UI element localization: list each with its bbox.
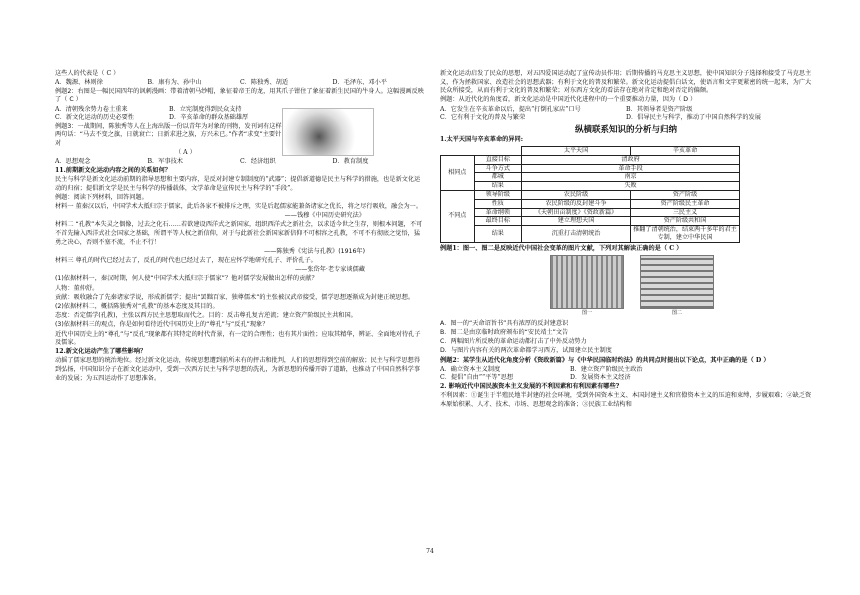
table-cell: 建立理想天国	[522, 217, 631, 226]
table-cell: 清政府	[522, 155, 740, 164]
source: ——陈独秀《宪法与孔教》(1916年)	[263, 247, 365, 255]
comparison-table	[440, 146, 740, 243]
option: A．它发生在辛亥革命以后，提出“打倒孔家店”口号	[440, 105, 581, 113]
row-key: 最终目标	[474, 217, 522, 226]
table-header: 辛亥革命	[631, 146, 740, 155]
right-column	[440, 70, 812, 410]
option: D．发展资本主义经济	[570, 374, 631, 382]
options-row	[440, 106, 812, 123]
table-cell: 三民主义	[631, 208, 740, 217]
table-row	[441, 199, 740, 208]
option: C．陈独秀、胡适	[240, 79, 289, 87]
row-key: 领导阶级	[474, 190, 522, 199]
table-cell: 农民阶级	[522, 190, 631, 199]
options-row	[55, 79, 425, 88]
option: D．毛泽东、邓小平	[332, 79, 387, 87]
paragraph: 新文化运动启发了民众的思想，对五四爱国运动起了宣传动员作用；后期传播的马克思主义思想，使中国知识分子选择和接受了马克思主义，作为拯救国家、改造社会的思想武器；有利于文化的普及和繁荣。新文化运动提倡白话文，使语言和文字更紧密的统一起来，为广大民众所接受，从而有利于文化的普及和繁荣；对东西方文化的看法存在绝对肯定和绝对否定的偏颇。	[440, 70, 812, 95]
option: C．新文化运动的历史必要性	[55, 114, 134, 122]
options-row	[55, 106, 283, 123]
option: B．图二是由京临时政府颁布的“安民靖土”文告	[440, 329, 569, 337]
question-heading: 12.新文化运动产生了哪些影响？	[55, 348, 147, 356]
answer: 近代中国历史上的“尊孔”与“反孔”现象都有其特定的时代背景，有一定的合理性；也有其片面性；应取其精华，辨证、全面地对待孔子及儒家。	[55, 330, 421, 347]
row-group-label: 不同点	[441, 190, 475, 242]
options-row	[55, 158, 425, 167]
option: B．立宪制度得到民众支持	[169, 105, 242, 113]
table-row	[441, 226, 740, 243]
option: C．两幅图片所反映的革命运动都打击了中外反动势力	[440, 338, 587, 346]
example: 例题：从近代化的角度看，新文化运动是中国近代化进程中的一个重要推动力量，因为（ D ）	[440, 96, 697, 104]
table-row	[441, 182, 740, 191]
example: 例题2：某学生从近代化角度分析《资政新篇》与《中华民国临时约法》的共同点时提出以下论点，其中正确的是（ D ）	[440, 356, 770, 364]
option: D．教育制度	[332, 158, 369, 166]
table-cell: 革命手段	[522, 164, 740, 173]
table-cell: 沉重打击清朝统治	[522, 226, 631, 243]
row-key: 结果	[474, 226, 522, 243]
table-row	[441, 173, 740, 182]
row-key: 结果	[474, 182, 522, 191]
source: ——钱穆《中国历史研究法》	[284, 212, 365, 220]
table-row	[441, 155, 740, 164]
row-key: 斗争方式	[474, 164, 522, 173]
paragraph: 民主与科学是新文化运动前期的指导思想和主要内容，是反对封建专制制度的“武器”；提倡新道德是民主与科学的措施，也是新文化运动的归宿；提倡新文学是民主与科学的传播载体，文学革命是宣传民主与科学的“手段”。	[55, 176, 421, 192]
page-number: 74	[426, 548, 434, 555]
table-row	[441, 164, 740, 173]
option: D．倡导民主与科学，推动了中国自然科学的发展	[626, 114, 761, 122]
row-key: 革命纲领	[474, 208, 522, 217]
option: D．与图片内容有关的两次革命都学习西方，试图建立民主制度	[440, 347, 612, 355]
section-title: 纵横联系知识的分析与归纳	[574, 124, 677, 135]
text-line: 这些人的代表是（ C ）	[55, 70, 120, 77]
paragraph: 动摇了儒家思想的统治地位。经过新文化运动，传统思想遭到前所未有的抨击和批判，人们的思想得到空前的解放；民主与科学思想得到弘扬，中国知识分子在新文化运动中，受到一次西方民主与科学思想的洗礼，为新思想的传播开辟了道路，也推动了中国自然科学事业的发展；为五四运动作了思想准备。	[55, 357, 421, 382]
table-header: 太平天国	[522, 146, 631, 155]
option: A．魏源、林则徐	[55, 79, 103, 87]
document-photo-1	[550, 255, 624, 309]
source: ——张岱年·老专家谈儒藏	[294, 266, 365, 274]
table-cell: 资产阶级民主革命	[631, 199, 740, 208]
paragraph: 不利因素：①诞生于半殖民地半封建的社会环境，受到外国资本主义、本国封建主义和官僚资本主义的压迫和束缚，步履艰难；②缺乏资本原始积累、人才、技术、市场、思想观念的准备；③民族工业结构和	[440, 392, 812, 408]
row-key: 直接目标	[474, 155, 522, 164]
question-heading: 11.前期新文化运动内容之间的关系如何？	[55, 166, 171, 174]
option: B．康有为、孙中山	[147, 79, 202, 87]
answer: 贡献：吸收融合了先秦诸家学说，形成新儒学；提出“罢黜百家、独尊儒术”的主张被汉武帝接受，儒学思想逐渐成为封建正统思想。	[55, 293, 415, 301]
option: B．其领导者是资产阶级	[626, 105, 693, 113]
row-group-label: 相同点	[441, 155, 475, 190]
option: D．辛亥革命的群众基础雄厚	[169, 114, 249, 122]
answer: （ A ）	[175, 149, 196, 157]
material-3: 材料三 尊孔的时代已经过去了，反孔的时代也已经过去了，现在应怀学地研究孔子、评价孔子。	[55, 257, 317, 264]
figure-1	[550, 255, 624, 318]
document-photo-2	[640, 255, 714, 309]
option: B．建立资产阶级民主政治	[570, 365, 643, 373]
row-key: 性质	[474, 199, 522, 208]
answer: 人物：董仲舒。	[55, 284, 99, 292]
option: A．图一的“天命诏旨书”具有浓厚的反封建意识	[440, 319, 569, 327]
question: (2)依据材料二，概括陈独秀对“孔教”的基本态度及其目的。	[55, 302, 219, 310]
option: C．它有利于文化的普及与繁荣	[440, 114, 526, 122]
option: A．清朝残余势力卷土重来	[55, 105, 128, 113]
table-cell: 《天朝田亩制度》《资政新篇》	[522, 208, 631, 217]
document-images	[550, 255, 812, 318]
example-2: 例题2：右图是一幅民国四年的讽刺漫画：带着清朝马纱帽，象征着帝王的龙，用其爪子钳住了象征着新生民国的牛身人。这幅漫画反映了（ C ）	[55, 87, 424, 104]
material-1: 材料一 董秦汉以后，中国学术大抵归宗于儒家，此后各家不被排斥之理，实是后起儒家能兼备诸家之优长，将之尽行吸收，融会为一。	[55, 203, 423, 211]
table-row	[441, 190, 740, 199]
figure-caption: 图一	[581, 310, 592, 317]
example-read: 例题：阅读下列材料，回答问题。	[55, 193, 148, 201]
table-cell: 资产阶级共和国	[631, 217, 740, 226]
table-cell: 农民阶级的反封建斗争	[522, 199, 631, 208]
question: (1)依据材料一，秦汉时期，何人使“中国学术大抵归宗于儒家”？他对儒学发展做出怎样的贡献？	[55, 275, 318, 283]
answer: 态度：否定儒学(孔教)，主张以西方民主思想取而代之。目的：反击尊孔复古逆流；建立资产阶级民主共和国。	[55, 312, 357, 320]
question: (3)依据材料三的观点，你是如何看待近代中国历史上的“尊孔”与“反孔”现象？	[55, 321, 269, 329]
question-heading: 2. 影响近代中国民族资本主义发展的不利因素和有利因素有哪些?	[440, 383, 620, 391]
table-cell: 推翻了清朝统治，结束两千多年的君主专制，建立中华民国	[631, 226, 740, 243]
figure-caption: 图二	[671, 310, 682, 317]
table-row	[441, 217, 740, 226]
row-key: 都城	[474, 173, 522, 182]
option: A．思想观念	[55, 158, 91, 166]
table-row	[441, 208, 740, 217]
options-row	[440, 366, 700, 383]
example: 例题1：图一、图二是反映近代中国社会变革的图片文献，下列对其解读正确的是（ C ）	[440, 244, 683, 252]
cartoon-image	[282, 108, 374, 156]
option: C．经济组织	[240, 158, 276, 166]
table-cell: 资产阶级	[631, 190, 740, 199]
sub-heading: 1.太平天国与辛亥革命的异同:	[440, 136, 523, 144]
example-3: 例题3：一战期间，陈独秀等人在上海出版一份以青年为对象的刊物，发刊词有这样两句话：“马去不变之旗，日就衰亡；日新求进之族，方兴未已。”作者“求变”主要针对	[55, 122, 282, 147]
table-cell: 南京	[522, 173, 740, 182]
figure-2	[640, 255, 714, 318]
table-cell: 失败	[522, 182, 740, 191]
option: A．确立资本主义制度	[440, 365, 501, 373]
option: B．军事技术	[147, 158, 183, 166]
material-2: 材料二 “孔教”本失灵之偶像，过去之化石……若欲建设西洋式之新国家，组织西洋式之新社会，以求适今世之生存，则根本问题，不可不首先输入西洋式社会国家之基础，所谓平等人权之新信仰，对于与此新社会新国家新信仰不可相容之孔教，不可不有彻底之觉悟，猛勇之决心，否则不塞不流，不止不行！	[55, 221, 423, 246]
option: C．提倡“自由”“平等”思想	[440, 374, 514, 382]
